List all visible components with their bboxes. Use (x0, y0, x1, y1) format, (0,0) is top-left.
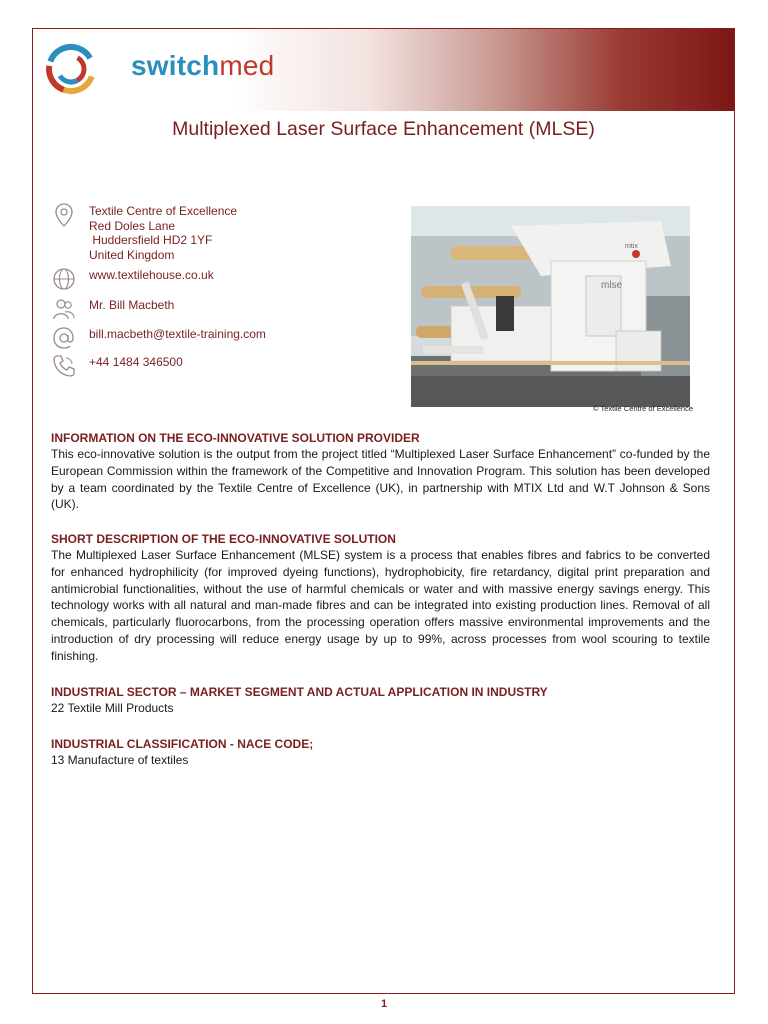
brand-name (131, 50, 274, 82)
page-number: 1 (380, 998, 388, 1010)
photo-caption: © Textile Centre of Excellence (593, 404, 694, 413)
machine-photo (411, 206, 690, 407)
section-heading: INDUSTRIAL CLASSIFICATION - NACE CODE; (51, 737, 314, 751)
website-link[interactable]: www.textilehouse.co.uk (89, 268, 214, 282)
phone-icon (51, 353, 77, 379)
machine-label: mlse (601, 280, 623, 291)
header-band (33, 29, 734, 111)
section-industrial-sector (51, 685, 710, 717)
phone-number: +44 1484 346500 (89, 355, 183, 369)
section-body: 13 Manufacture of textiles (51, 753, 189, 767)
section-heading: INDUSTRIAL SECTOR – MARKET SEGMENT AND ACTUAL APPLICATION IN INDUSTRY (51, 685, 548, 699)
section-heading: INFORMATION ON THE ECO-INNOVATIVE SOLUTION PROVIDER (51, 431, 420, 445)
address-text (89, 204, 237, 262)
address-line: Textile Centre of Excellence (89, 204, 238, 218)
address-line: Huddersfield HD2 1YF (89, 233, 213, 247)
location-pin-icon (51, 202, 77, 228)
machine-brand-mark: mtix (625, 243, 638, 250)
brand-part-2: med (219, 50, 275, 81)
contact-person: Mr. Bill Macbeth (89, 298, 175, 312)
address-line: Red Doles Lane (89, 218, 176, 233)
brand-part-1: switch (131, 50, 220, 81)
section-body: This eco-innovative solution is the output from the project titled “Multiplexed Laser Surface Enhancement” co-funded by the European Commission within the framework of the Competitive and Innovation Program. This solution has been developed by a team coordinated by the Textile Centre of Excellence (UK), in partnership with MTIX Ltd and W.T Johnson & Sons (UK). (51, 447, 710, 512)
section-heading: SHORT DESCRIPTION OF THE ECO-INNOVATIVE SOLUTION (51, 532, 396, 546)
globe-icon (51, 266, 77, 292)
email-link[interactable]: bill.macbeth@textile-training.com (89, 327, 266, 341)
page-title: Multiplexed Laser Surface Enhancement (MLSE) (172, 118, 595, 140)
section-body: The Multiplexed Laser Surface Enhancement (MLSE) system is a process that enables fibres and fabrics to be converted for enhanced hydrophilicity (for improved dyeing functions), hydrophobicity, fire retardancy, digital print preparation and antimicrobial functionalities, without the use of harmful chemicals or water and with massive energy savings energy. This technology works with all natural and man-made fibres and can be integrated into existing production lines. Removal of all chemicals, particularly fluorocarbons, from the processing operation offers massive environmental improvements and the introduction of dry processing will reduce energy usage by up to 99%, across processes from wool scouring to textile finishing. (51, 548, 710, 663)
section-nace-code (51, 737, 710, 769)
switchmed-logo-icon (41, 39, 101, 99)
address-line: United Kingdom (89, 247, 175, 262)
section-provider (51, 431, 710, 513)
page-frame (32, 28, 735, 994)
at-sign-icon (51, 325, 77, 351)
section-body: 22 Textile Mill Products (51, 701, 174, 715)
person-icon (51, 296, 77, 322)
section-description (51, 532, 710, 665)
